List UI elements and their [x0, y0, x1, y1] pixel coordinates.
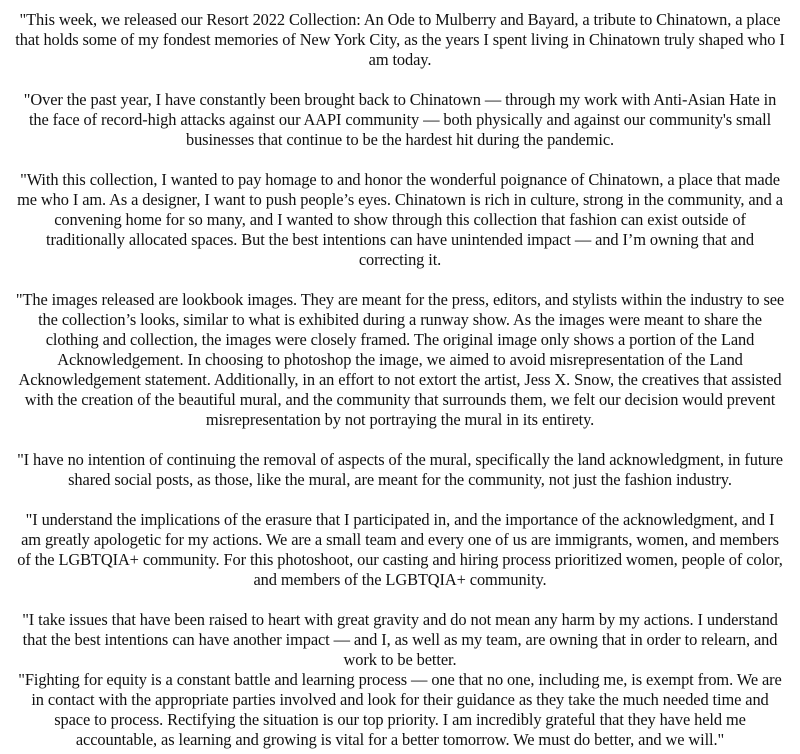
paragraph-lookbook-images: "The images released are lookbook images. They are meant for the press, editors, and stylists within the industry to see the collection’s looks, similar to what is exhibited during a runway show. As the images were meant to share the clothing and collection, the images were closely framed. The original image only shows a portion of the Land Acknowledgement. In choosing to photoshop the image, we aimed to avoid misrepresentation of the Land Acknowledgement statement. Additionally, in an effort to not extort the artist, Jess X. Snow, the creatives that assisted with the creation of the beautiful mural, and the community that surrounds them, we felt our decision would prevent misrepresentation by not portraying the mural in its entirety.: [15, 290, 785, 429]
paragraph-take-issues-to-heart: "I take issues that have been raised to heart with great gravity and do not mean any harm by my actions. I understand that the best intentions can have another impact — and I, as well as my team, are owning that in order to relearn, and work to be better.: [22, 610, 778, 669]
paragraph-homage-chinatown: "With this collection, I wanted to pay homage to and honor the wonderful poignance of Chinatown, a place that made me who I am. As a designer, I want to push people’s eyes. Chinatown is rich in culture, strong in the community, and a convening home for so many, and I wanted to show through this collection that fashion can exist outside of traditionally allocated spaces. But the best intentions can have unintended impact — and I’m owning that and correcting it.: [17, 170, 783, 269]
paragraph-collection-release: "This week, we released our Resort 2022 Collection: An Ode to Mulberry and Bayard, a tribute to Chinatown, a place that holds some of my fondest memories of New York City, as the years I spent living in Chinatown truly shaped who I am today.: [15, 10, 785, 69]
paragraph-anti-asian-hate: "Over the past year, I have constantly been brought back to Chinatown — through my work with Anti-Asian Hate in the face of record-high attacks against our AAPI community — both physically and against our community's small businesses that continue to be the hardest hit during the pandemic.: [23, 90, 777, 149]
paragraph-no-further-removal: "I have no intention of continuing the removal of aspects of the mural, specifically the land acknowledgment, in future shared social posts, as those, like the mural, are meant for the community, not just the fashion industry.: [17, 450, 783, 489]
paragraph-fighting-for-equity: "Fighting for equity is a constant battle and learning process — one that no one, including me, is exempt from. We are in contact with the appropriate parties involved and look for their guidance as they take the much needed time and space to process. Rectifying the situation is our top priority. I am incredibly grateful that they have held me accountable, as learning and growing is vital for a better tomorrow. We must do better, and we will.": [18, 670, 782, 749]
paragraph-apology-team: "I understand the implications of the erasure that I participated in, and the importance of the acknowledgment, and I am greatly apologetic for my actions. We are a small team and every one of us are immigrants, women, and members of the LGBTQIA+ community. For this photoshoot, our casting and hiring process prioritized women, people of color, and members of the LGBTQIA+ community.: [17, 510, 783, 589]
